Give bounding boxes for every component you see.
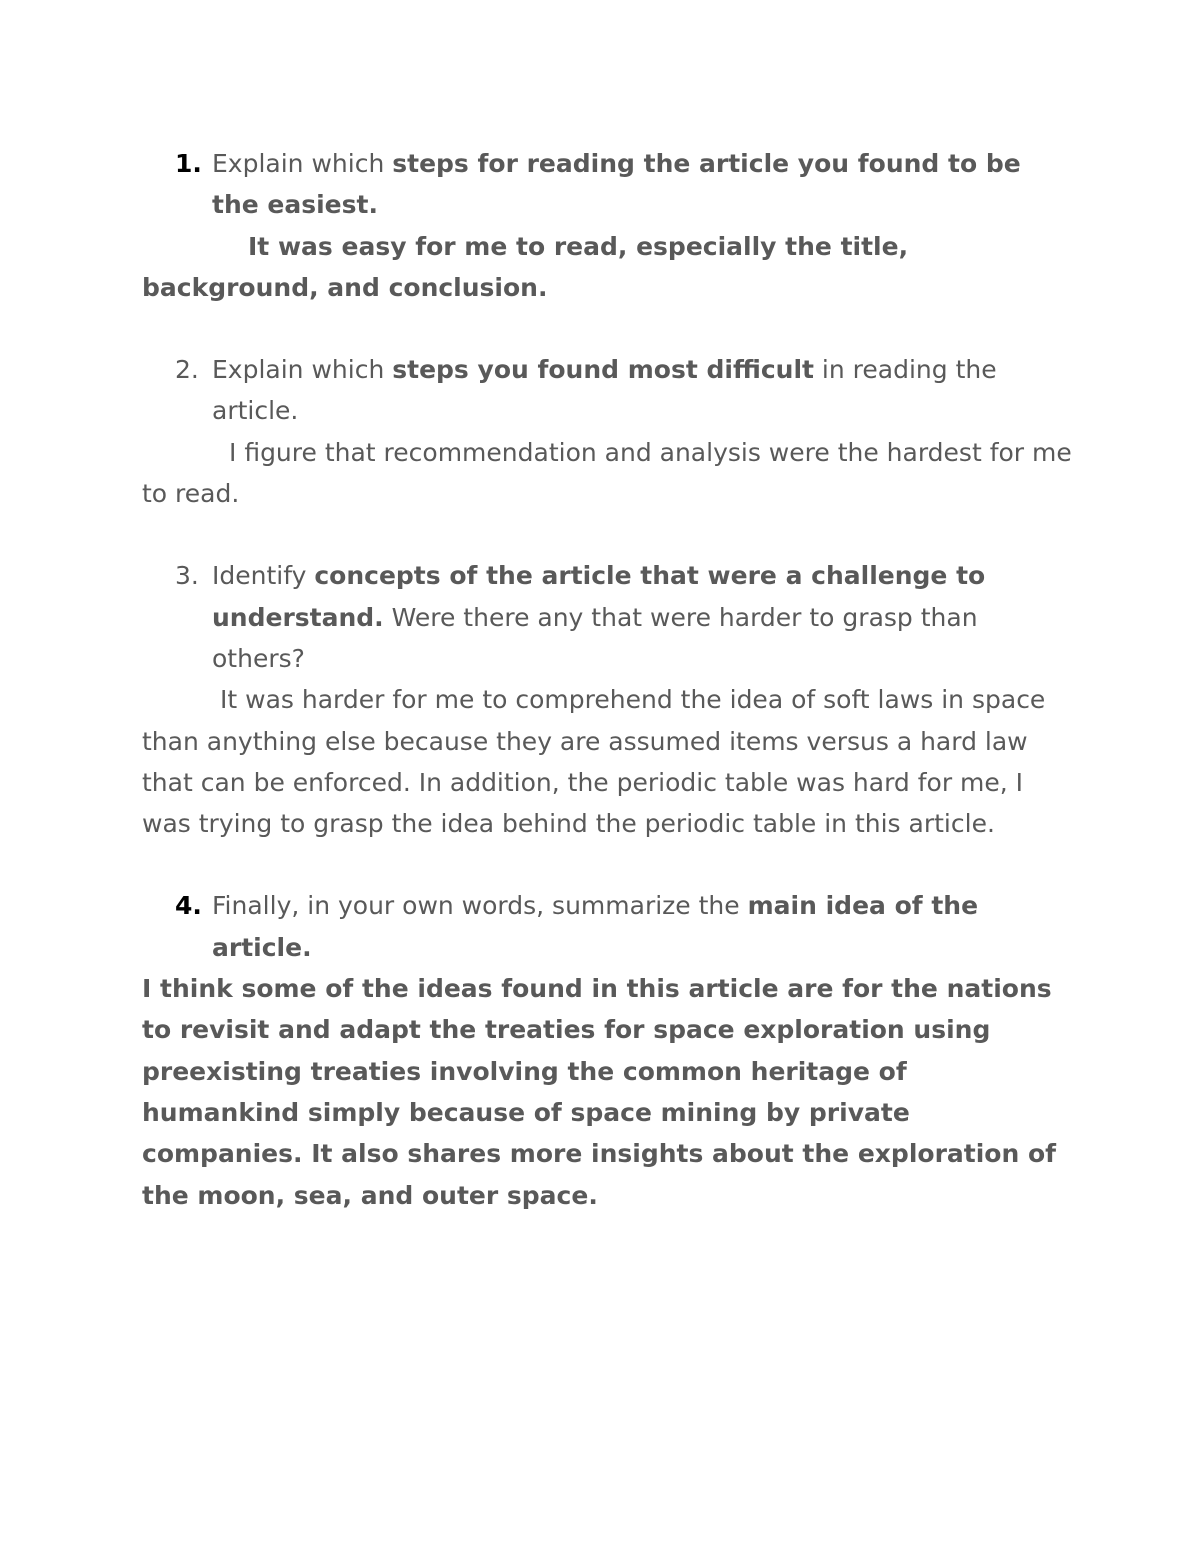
answer-3: [142, 679, 1072, 844]
question-3: [142, 555, 1072, 679]
answer-3-text: It was harder for me to comprehend the idea of soft laws in space than anything else because they are assumed items versus a hard law that can be enforced. In addition, the periodic table was hard for me, I was trying to grasp the idea behind the periodic table in this article.: [142, 685, 1046, 839]
question-2-text-part-2: steps you found most difficult: [392, 355, 814, 385]
answer-2: [142, 432, 1072, 515]
question-2-number: 2.: [175, 355, 199, 385]
question-3-text-part-3: Were there any that were harder to grasp than others?: [212, 602, 978, 673]
answer-4-text: I think some of the ideas found in this article are for the nations to revisit and adapt the treaties for space exploration using preexisting treaties involving the common heritage of humankind simply because of space mining by private companies. It also shares more insights about the exploration of the moon, sea, and outer space.: [142, 974, 1057, 1210]
question-4-number: 4.: [175, 891, 202, 921]
answer-4: [142, 968, 1072, 1216]
answer-1-text: It was easy for me to read, especially the title, background, and conclusion.: [142, 231, 909, 302]
question-3-text-part-1: Identify: [212, 561, 315, 591]
question-4-text-part-2: main idea of the article.: [212, 891, 979, 962]
question-2-text-part-3: in reading the article.: [212, 355, 997, 426]
question-2: [142, 349, 1072, 432]
question-2-text-part-1: Explain which: [212, 355, 393, 385]
question-1-text-part-2: steps for reading the article you found to be the easiest.: [212, 149, 1021, 220]
answer-1: [142, 226, 1072, 309]
question-3-text-part-2: concepts of the article that were a challenge to understand.: [212, 561, 986, 632]
document-page: [142, 143, 1072, 1216]
question-1: [142, 143, 1072, 226]
question-4-text-part-1: Finally, in your own words, summarize the: [212, 891, 748, 921]
question-3-number: 3.: [175, 561, 199, 591]
question-1-text-part-1: Explain which: [212, 149, 393, 178]
answer-2-text: I figure that recommendation and analysis were the hardest for me to read.: [142, 437, 1072, 509]
question-1-number: 1.: [175, 149, 202, 178]
question-4: [142, 885, 1072, 968]
